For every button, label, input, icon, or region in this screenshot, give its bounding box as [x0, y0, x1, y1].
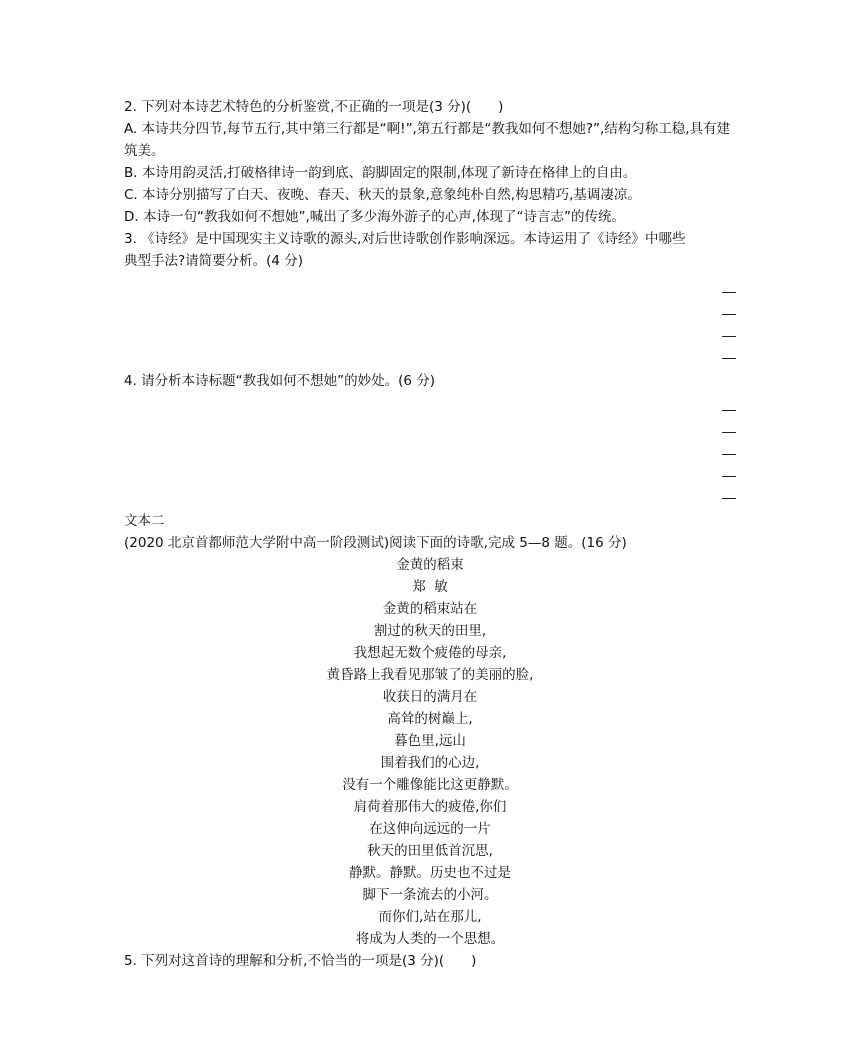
poem-line: 秋天的田里低首沉思,: [367, 843, 493, 859]
poem-author: 郑 敏: [412, 579, 448, 595]
q3-answer-line: [124, 304, 736, 326]
poem-line: 暮色里,远山: [394, 733, 466, 749]
poem-line: 高耸的树巅上,: [387, 711, 473, 727]
q3-answer-line: [124, 348, 736, 370]
poem-line: 没有一个雕像能比这更静默。: [342, 777, 518, 793]
poem-line: 脚下一条流去的小河。: [362, 887, 498, 903]
q5-stem: 5. 下列对这首诗的理解和分析,不恰当的一项是(3 分)( ): [124, 953, 477, 969]
q3-answer-line: [124, 282, 736, 304]
q2-option-c: C. 本诗分别描写了白天、夜晚、春天、秋天的景象,意象纯朴自然,构思精巧,基调凄凉。: [124, 187, 641, 203]
poem-line: 将成为人类的一个思想。: [355, 931, 505, 947]
q3-stem-line1: 3. 《诗经》是中国现实主义诗歌的源头,对后世诗歌创作影响深远。本诗运用了《诗经》中哪些: [124, 231, 686, 247]
poem-line: 围着我们的心边,: [380, 755, 480, 771]
poem-line: 收获日的满月在: [382, 689, 478, 705]
document-page: [124, 96, 736, 972]
poem-line: 静默。静默。历史也不过是: [349, 865, 511, 881]
poem-line: 割过的秋天的田里,: [373, 623, 487, 639]
q3-stem-line2: 典型手法?请简要分析。(4 分): [124, 253, 304, 269]
q4-answer-line: [124, 488, 736, 510]
q3-answer-line: [124, 326, 736, 348]
poem-title: 金黄的稻束: [396, 557, 464, 573]
q4-answer-line: [124, 422, 736, 444]
q2-option-b: B. 本诗用韵灵活,打破格律诗一韵到底、韵脚固定的限制,体现了新诗在格律上的自由。: [124, 165, 637, 181]
q4-stem: 4. 请分析本诗标题“教我如何不想她”的妙处。(6 分): [124, 373, 436, 389]
q4-answer-line: [124, 444, 736, 466]
poem-line: 而你们,站在那儿,: [378, 909, 482, 925]
poem-line: 我想起无数个疲倦的母亲,: [353, 645, 507, 661]
q2-stem: 2. 下列对本诗艺术特色的分析鉴赏,不正确的一项是(3 分)( ): [124, 99, 504, 115]
poem-line: 肩荷着那伟大的疲倦,你们: [353, 799, 507, 815]
q2-option-d: D. 本诗一句“教我如何不想她”,喊出了多少海外游子的心声,体现了“诗言志”的传统。: [124, 209, 626, 225]
q4-answer-line: [124, 466, 736, 488]
poem-line: 在这伸向远远的一片: [369, 821, 491, 837]
poem-line: 金黄的稻束站在: [382, 601, 478, 617]
text2-intro: (2020 北京首都师范大学附中高一阶段测试)阅读下面的诗歌,完成 5—8 题。(16 分): [124, 535, 627, 551]
q4-answer-line: [124, 400, 736, 422]
poem-line: 黄昏路上我看见那皱了的美丽的脸,: [326, 667, 534, 683]
q2-option-a: A. 本诗共分四节,每节五行,其中第三行都是“啊!”,第五行都是“教我如何不想她?”,结构匀称工稳,具有建筑美。: [124, 121, 731, 159]
text2-heading: 文本二: [124, 513, 165, 529]
